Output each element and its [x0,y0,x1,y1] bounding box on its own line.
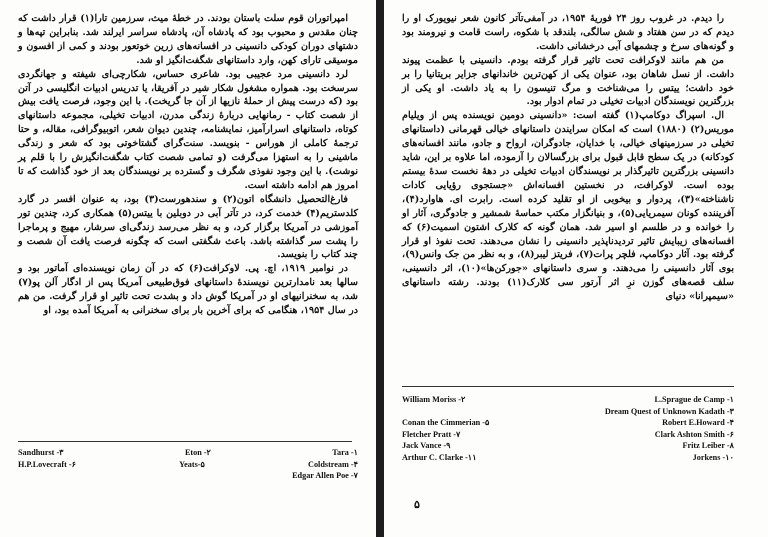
footnote: Fritz Leiber -۸ [682,441,734,450]
right-paragraph: ال. اسپراگ دوکامپ(۱) گفته است: «دانسینی دومین نویسنده پس از ویلیام موریس(۲) (۱۸۸۰) است که امکان سرایندن داستانهای خیالی قهرمانی (داستانهای تخیلی در سرزمینهای خیالی، با خدایان، جادوگران، ارواح و جادو، مانند افسانه‌های کودکانه) در یک سطح قابل قبول برای بزرگسالان را آزموده، اما علاوه بر این، شاید دانسینی بزرگترین تاثیرگذار بر نویسندگان ادبیات تخیلی در دههٔ نخست سدهٔ بیستم بوده است. لاوکرافت، در نخستین افسانه‌اش «جستجوی رؤیایی کادات ناشناخته»(۳)، پردوار و بیخوبی از او تقلید کرده است. رابرت ای. هاوارد(۴)، آفریننده کونان سیمریایی(۵)، و بنیانگزار مکتب حماسهٔ شمشیر و جادوگری، آثار او را خوانده و در طلسم او اسیر شد. همان گونه که کلارک اشتون اسمیت(۶) که افسانه‌های زیبایش تاثیر تردیدناپذیر دانسینی را نشان می‌دهند. تحت نفوذ او قرار گرفته بود. آثار دوکامپ، فلچر پرات(۷)، فریتز لیبر(۸)، و به نظر من جک وانس(۹)، بوی آثار دانسینی را می‌دهند. و سری داستانهای «جورکن‌ها»(۱۰)، اثر دانسینی، سلف قصه‌های گوزن نرِ اثر آرتور سی کلارک(۱۱) بودند. رشته داستانهای «سیمپرانا» دنیای [402,110,735,303]
footnote: Jack Vance -۹ [402,441,451,450]
footnote: Coldstream -۴ [308,459,358,469]
footnote: Arthur C. Clarke -۱۱ [402,452,477,462]
right-paragraph: من هم مانند لاوکرافت تحت تاثیر قرار گرفته بودم. دانسینی با عظمت پیوند داشت. از نسل شاهان بود، عنوان یکی از کهن‌ترین خاندانهای جزایر بریتانیا را بر خود داشت؛ ییتس را می‌شناخت و مرگ تنیسون را به یاد داشت. او یکی از بزرگترین نویسندگان ادبیات تخیلی در تمام ادوار بود. [402,54,734,108]
left-footnotes [18,447,358,482]
footnote-row [402,440,734,452]
footnote: Clark Ashton Smith -۶ [654,429,734,439]
footnote: Robert E.Howard -۴ [662,418,734,427]
footnote-row [18,470,358,482]
left-page [0,0,376,537]
footnote: Fletcher Pratt -۷ [402,429,461,439]
footnote: Yeats-۵ [179,459,205,469]
left-paragraph: فارغ‌التحصیل دانشگاه اتون(۲) و سندهورست(۳) بود، به عنوان افسر در گارد کلدستریم(۴) خدمت کرد، در تآتر آبی در دوبلین با ییتس(۵) همکاری کرد، چندین تور آموزشی در آمریکا برگزار کرد، و به نظر می‌رسد زندگی‌ای سرشار، مهیج و پرماجرا را پشت سر گذاشته باشد. باعث شگفتی است که چگونه فرصت یافت آن شصت و چند کتاب را بنویسد. [18,193,359,261]
footnote: Eton -۲ [184,448,211,457]
footnote-row [18,447,358,459]
footnote-row [402,394,734,406]
right-page-body [402,12,734,304]
right-paragraph: را دیدم. در غروب روز ۲۴ فوریهٔ ۱۹۵۴، در آمفی‌تآتر کانون شعر نیویورک او را دیدم که در سن هفتاد و شش سالگی، بلندقد با شکوه، راست قامت و نیرومند بود و گونه‌های سرخ و چشمهای آبی درخشانی داشت. [402,13,734,52]
footnote: Dream Quest of Unknown Kadath -۳ [604,406,734,416]
footnote: Jorkens -۱۰ [692,452,734,462]
footnote-row [402,452,734,464]
page-number: ۵ [414,498,420,511]
footnote-row [402,429,734,441]
right-footnotes [402,394,734,463]
footnote-divider [18,441,352,442]
right-page [384,0,768,537]
left-paragraph: لرد دانسینی مرد عجیبی بود. شاعری حساس، شکارچی‌ای شیفته و جهانگردی سرسخت بود. همواره مشغول شکار شیر در آفریقا، یا تدریس ادبیات انگلیسی در آتن بود (که درست پیش از حملهٔ نازیها از آن جا گریخت). با این وجود، فرصت یافت بیش از شصت کتاب - رمانهایی دربارهٔ زندگی مدرن، ادبیات تخیلی، مجموعه داستانهای کوتاه، داستانهای اسرارآمیز، نمایشنامه، چندین دیوان شعر، اتوبیوگرافی، مقاله، و حتا ترجمهٔ کاملی از هوراس - بنویسد. سنت‌گرای گشتاخوتی بود که شعر و زندگی ماشینی را به استهزا می‌گرفت (و تمامی شصت کتاب شگفت‌انگیزش را با قلم پر نوشت). با این وجود نفوذی شگرف و گسترده بر نویسندگان بعد از خود گذاشت که تا امروز هم ادامه داشته است. [18,68,358,191]
footnote: H.P.Lovecraft -۶ [18,459,76,469]
footnote: Sandhurst -۳ [18,448,64,457]
footnote: Conan the Cimmerian -۵ [402,418,490,427]
footnote: Tara -۱ [332,448,358,457]
book-gutter [376,0,384,537]
footnote-row [18,459,358,471]
footnote-row [402,417,734,429]
footnote: L.Sprague de Camp -۱ [654,395,734,404]
footnote: William Moriss -۲ [402,395,466,404]
footnote-divider [402,386,734,387]
footnote: Edgar Allen Poe -۷ [292,471,358,480]
left-paragraph: در نوامبر ۱۹۱۹، اچ. پی. لاوکرافت(۶) که در آن زمان نویسنده‌ای آماتور بود و سالها بعد نامدارترین نویسندهٔ داستانهای فوق‌طبیعی آمریکا پس از ادگار آلن پو(۷) شد، به سخنرانیهای او در آمریکا گوش داد و بشدت تحت تاثیر او قرار گرفت. من هم در سال ۱۹۵۴، هنگامی که برای آخرین بار برای سخنرانی به آمریکا آمده بود، او [18,263,358,317]
left-page-body [18,12,358,318]
left-paragraph: امپراتوران قوم سلت باستان بودند. در خطهٔ میث، سرزمین تارا(۱) قرار داشت که چنان مقدس و محبوب بود که پادشاه آن، پادشاه سراسر ایرلند شد. بنابراین تپه‌ها و دشتهای دوران کودکی دانسینی در افسانه‌های زرین خوتعور بودند و کمی از افسون و موسیقی تارای کهن، وارد داستانهای شگفت‌انگیز او شد. [18,13,358,66]
footnote-row [402,406,734,418]
